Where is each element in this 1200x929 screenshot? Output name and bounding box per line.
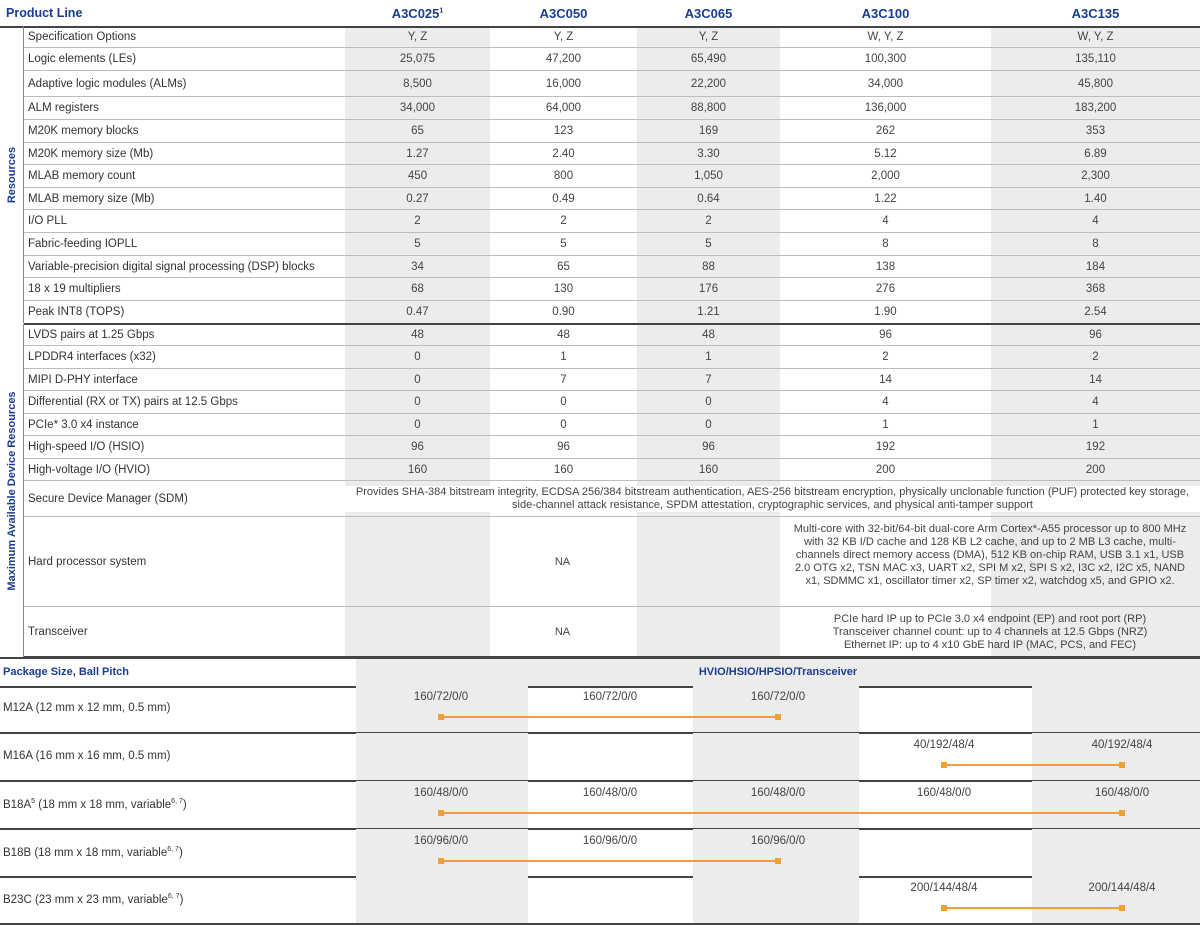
row-label: High-speed I/O (HSIO): [28, 441, 145, 453]
package-shade: [1032, 829, 1200, 876]
row-label: LPDDR4 interfaces (x32): [28, 351, 156, 363]
cell-a3c065: 169: [698, 125, 719, 137]
cell-a3c065: 3.30: [697, 147, 720, 160]
cell-a3c050: 2: [560, 215, 567, 227]
package-value: 200/144/48/4: [1088, 882, 1156, 894]
cell-a3c050: Y, Z: [553, 30, 574, 43]
cell-a3c050: 0.49: [552, 192, 575, 205]
package-shade: [356, 876, 528, 923]
transceiver-na: NA: [554, 626, 571, 638]
cell-a3c050: 0.90: [552, 306, 575, 318]
cell-a3c135: 353: [1085, 125, 1106, 137]
table-row: [24, 210, 1200, 233]
cell-a3c100: 276: [875, 283, 896, 295]
cell-a3c050: 64,000: [545, 102, 582, 114]
cell-a3c065: Y, Z: [698, 30, 719, 43]
cell-a3c065: 160: [698, 463, 719, 476]
cell-a3c050: 65: [557, 260, 570, 273]
cell-a3c025: 0: [414, 418, 421, 431]
row-label: MLAB memory size (Mb): [28, 192, 155, 205]
table-row: [24, 414, 1200, 436]
cell-a3c025: 0: [414, 351, 421, 363]
cell-a3c025: 34,000: [399, 102, 436, 114]
cell-a3c025: 25,075: [399, 53, 436, 65]
table-row: [24, 97, 1200, 120]
cell-a3c135: 135,110: [1075, 53, 1116, 65]
package-row: [0, 733, 1200, 782]
cell-a3c065: 0: [705, 418, 712, 431]
cell-a3c065: 88: [702, 260, 715, 273]
cell-a3c065: 1.21: [697, 306, 720, 318]
table-row: [24, 459, 1200, 481]
row-label: Fabric-feeding IOPLL: [28, 238, 138, 250]
availability-dot: [438, 858, 444, 864]
col-a3c065: A3C065: [684, 6, 733, 21]
transceiver-text: PCIe hard IP up to PCIe 3.0 x4 endpoint (EP) and root port (RP) Transceiver channel count: up to 4 channels at 12.5 Gbps (NRZ) Ethernet IP: up to 4 x10 GbE hard IP (MAC, PCS, and FEC): [832, 613, 1148, 651]
row-label: High-voltage I/O (HVIO): [28, 463, 151, 476]
package-value: 160/48/0/0: [916, 787, 972, 799]
row-label: PCIe* 3.0 x4 instance: [28, 418, 139, 431]
table-row: [24, 256, 1200, 278]
cell-a3c065: 5: [705, 238, 712, 250]
cell-a3c025: 0.47: [406, 306, 429, 318]
package-value: 40/192/48/4: [913, 739, 975, 751]
col-a3c100: A3C100: [861, 6, 910, 21]
table-row: [24, 436, 1200, 459]
package-value: 160/72/0/0: [750, 691, 806, 703]
cell-a3c100: 1: [882, 418, 889, 431]
cell-a3c100: 262: [875, 125, 896, 137]
table-row: [24, 391, 1200, 414]
cell-a3c050: 1: [560, 351, 567, 363]
availability-dot: [775, 858, 781, 864]
cell-a3c135: 4: [1092, 215, 1099, 227]
cell-a3c025: 0.27: [406, 192, 429, 205]
package-label: B18B (18 mm x 18 mm, variable$^{6, 7}$): [3, 846, 183, 859]
row-label: Hard processor system: [28, 555, 147, 568]
cell-a3c025: 2: [414, 215, 421, 227]
availability-line: [944, 907, 1122, 909]
row-label: Specification Options: [28, 30, 137, 43]
table-row: [24, 233, 1200, 256]
cell-a3c025: 1.27: [406, 147, 429, 160]
row-label: M20K memory blocks: [28, 125, 139, 137]
row-label: Logic elements (LEs): [28, 53, 137, 65]
table-header: [0, 0, 1200, 28]
package-value: 40/192/48/4: [1091, 739, 1153, 751]
cell-a3c100: 136,000: [864, 102, 907, 114]
package-row: [0, 829, 1200, 878]
cell-a3c050: 48: [557, 328, 570, 341]
table-row: [24, 71, 1200, 97]
row-label: ALM registers: [28, 102, 99, 114]
package-subheader: HVIO/HSIO/HPSIO/Transceiver: [698, 666, 858, 678]
table-row: [24, 346, 1200, 369]
cell-a3c065: 22,200: [690, 77, 727, 90]
cell-a3c065: 96: [702, 441, 715, 453]
cell-a3c100: 200: [875, 463, 896, 476]
row-label: Variable-precision digital signal processing (DSP) blocks: [28, 260, 315, 273]
cell-a3c100: 5.12: [874, 147, 897, 160]
row-label: LVDS pairs at 1.25 Gbps: [28, 328, 155, 341]
cell-a3c050: 800: [553, 170, 574, 182]
table-row: [24, 369, 1200, 391]
cell-a3c050: 123: [553, 125, 574, 137]
cell-a3c065: 7: [705, 373, 712, 386]
product-line-heading: Product Line: [6, 6, 83, 20]
cell-a3c025: 0: [414, 396, 421, 408]
section-max-resources: Maximum Available Device Resources: [0, 324, 24, 657]
package-value: 160/48/0/0: [582, 787, 638, 799]
cell-a3c100: 14: [879, 373, 892, 386]
table-row: [24, 143, 1200, 165]
cell-a3c100: 138: [875, 260, 896, 273]
package-row: [0, 876, 1200, 925]
cell-a3c100: 96: [879, 328, 892, 341]
cell-a3c100: 4: [882, 396, 889, 408]
cell-a3c025: Y, Z: [407, 30, 428, 43]
cell-a3c100: W, Y, Z: [867, 30, 904, 43]
package-value: 160/48/0/0: [413, 787, 469, 799]
row-label: MIPI D-PHY interface: [28, 373, 138, 386]
cell-a3c050: 16,000: [545, 77, 582, 90]
package-shade: [356, 733, 528, 780]
row-label: Adaptive logic modules (ALMs): [28, 77, 187, 90]
sdm-text: Provides SHA-384 bitstream integrity, ECDSA 256/384 bitstream authentication, AES-256 bitstream encryption, physically unclonable function (PUF) protected key storage, side-channel attack resistance, SPDM attestation, cryptographic services, and physical anti-tamper support: [345, 486, 1200, 512]
cell-a3c065: 65,490: [690, 53, 727, 65]
cell-a3c065: 2: [705, 215, 712, 227]
cell-a3c135: 45,800: [1077, 77, 1114, 90]
cell-a3c135: 2: [1092, 351, 1099, 363]
cell-a3c065: 1: [705, 351, 712, 363]
cell-a3c065: 176: [698, 283, 719, 295]
availability-line: [944, 764, 1122, 766]
cell-a3c050: 160: [553, 463, 574, 476]
cell-a3c025: 450: [407, 170, 428, 182]
cell-a3c050: 47,200: [545, 53, 582, 65]
availability-dot: [1119, 810, 1125, 816]
row-label: MLAB memory count: [28, 170, 136, 182]
cell-a3c135: 368: [1085, 283, 1106, 295]
cell-a3c025: 5: [414, 238, 421, 250]
row-label: Secure Device Manager (SDM): [28, 492, 188, 505]
cell-a3c025: 0: [414, 373, 421, 386]
package-value: 160/96/0/0: [750, 835, 806, 847]
availability-dot: [941, 762, 947, 768]
hps-na: NA: [554, 556, 571, 568]
package-subheader-cell: [356, 659, 1200, 686]
table-row: [24, 278, 1200, 301]
package-shade: [1032, 685, 1200, 732]
cell-a3c135: 2,300: [1081, 170, 1110, 182]
availability-dot: [438, 714, 444, 720]
col-a3c135: A3C135: [1071, 6, 1120, 21]
cell-a3c065: 48: [702, 328, 715, 341]
hps-text: Multi-core with 32-bit/64-bit dual-core Arm Cortex*-A55 processor up to 800 MHz with 32 KB I/D cache and 128 KB L2 cache, and up to 2 MB L3 cache, multi-channels direct memory access (DMA), 512 KB on-chip RAM, USB 3.1 x1, USB 2.0 OTG x2, TSN MAC x3, UART x2, SPI M x2, SPI S x2, I3C x2, I2C x5, NAND x1, SDMMC x1, oscillator timer x2, SP timer x2, watchdog x5, and GPIO x2.: [793, 523, 1187, 587]
cell-a3c025: 34: [411, 260, 424, 273]
package-shade: [693, 876, 859, 923]
availability-dot: [775, 714, 781, 720]
cell-a3c135: 184: [1085, 260, 1106, 273]
package-value: 160/48/0/0: [1094, 787, 1150, 799]
cell-a3c100: 2,000: [871, 170, 900, 182]
cell-a3c050: 2.40: [552, 147, 575, 160]
cell-a3c025: 160: [407, 463, 428, 476]
cell-a3c100: 8: [882, 238, 889, 250]
cell-a3c065: 88,800: [690, 102, 727, 114]
cell-a3c050: 96: [557, 441, 570, 453]
cell-a3c100: 100,300: [864, 53, 907, 65]
row-label: M20K memory size (Mb): [28, 147, 154, 160]
cell-a3c025: 48: [411, 328, 424, 341]
package-label: M16A (16 mm x 16 mm, 0.5 mm): [3, 750, 171, 762]
package-row: [0, 685, 1200, 734]
cell-a3c135: 2.54: [1084, 306, 1107, 318]
row-label: Differential (RX or TX) pairs at 12.5 Gbps: [28, 396, 238, 408]
availability-line: [441, 812, 1122, 814]
section-resources: Resources: [0, 26, 24, 323]
cell-a3c100: 1.22: [874, 192, 897, 205]
table-row: [24, 120, 1200, 143]
availability-dot: [1119, 905, 1125, 911]
package-label: M12A (12 mm x 12 mm, 0.5 mm): [3, 702, 171, 714]
package-value: 160/72/0/0: [413, 691, 469, 703]
col-a3c050: A3C050: [539, 6, 588, 21]
row-label: Peak INT8 (TOPS): [28, 306, 125, 318]
cell-a3c100: 1.90: [874, 306, 897, 318]
cell-a3c135: 6.89: [1084, 147, 1107, 160]
row-label: 18 x 19 multipliers: [28, 283, 121, 295]
cell-a3c135: 8: [1092, 238, 1099, 250]
cell-a3c065: 0.64: [697, 192, 720, 205]
availability-dot: [941, 905, 947, 911]
cell-a3c025: 96: [411, 441, 424, 453]
package-value: 160/48/0/0: [750, 787, 806, 799]
availability-line: [441, 716, 778, 718]
availability-line: [441, 860, 778, 862]
cell-a3c135: 200: [1085, 463, 1106, 476]
cell-a3c065: 0: [705, 396, 712, 408]
cell-a3c025: 65: [411, 125, 424, 137]
col-a3c025: $A3C025^1$: [391, 6, 444, 21]
cell-a3c025: 8,500: [403, 77, 432, 90]
cell-a3c135: 96: [1089, 328, 1102, 341]
package-value: 160/96/0/0: [413, 835, 469, 847]
package-heading: Package Size, Ball Pitch: [3, 666, 129, 678]
cell-a3c100: 192: [875, 441, 896, 453]
table-row: [24, 324, 1200, 346]
table-row: [24, 188, 1200, 210]
package-row: [0, 781, 1200, 830]
cell-a3c050: 0: [560, 396, 567, 408]
cell-a3c135: W, Y, Z: [1077, 30, 1114, 43]
cell-a3c135: 14: [1089, 373, 1102, 386]
cell-a3c135: 1: [1092, 418, 1099, 431]
table-row: [24, 48, 1200, 71]
cell-a3c100: 4: [882, 215, 889, 227]
package-label: B23C (23 mm x 23 mm, variable$^{6, 7}$): [3, 893, 184, 906]
cell-a3c135: 192: [1085, 441, 1106, 453]
cell-a3c135: 183,200: [1074, 102, 1117, 114]
cell-a3c135: 1.40: [1084, 192, 1107, 205]
cell-a3c135: 4: [1092, 396, 1099, 408]
availability-dot: [438, 810, 444, 816]
package-shade: [693, 733, 859, 780]
cell-a3c100: 2: [882, 351, 889, 363]
cell-a3c065: 1,050: [694, 170, 723, 182]
package-label: $B18A^5$ (18 mm x 18 mm, variable$^{6, 7}$): [3, 798, 187, 811]
package-value: 200/144/48/4: [910, 882, 978, 894]
table-row: [24, 26, 1200, 48]
table-row: [24, 301, 1200, 325]
cell-a3c025: 68: [411, 283, 424, 295]
row-label: I/O PLL: [28, 215, 67, 227]
cell-a3c100: 34,000: [867, 77, 904, 90]
package-value: 160/72/0/0: [582, 691, 638, 703]
table-row: [24, 165, 1200, 188]
cell-a3c050: 7: [560, 373, 567, 386]
cell-a3c050: 5: [560, 238, 567, 250]
availability-dot: [1119, 762, 1125, 768]
package-header: [0, 657, 1200, 688]
cell-a3c050: 130: [553, 283, 574, 295]
row-label: Transceiver: [28, 625, 88, 638]
package-value: 160/96/0/0: [582, 835, 638, 847]
cell-a3c050: 0: [560, 418, 567, 431]
